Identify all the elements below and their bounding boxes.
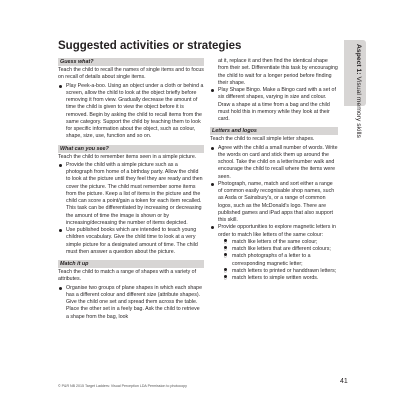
sub-item: ○ match letters to simple written words. (218, 275, 338, 282)
section-heading-letters-and-logos: Letters and logos (210, 127, 338, 135)
bullet-text: Provide opportunities to explore magnetic letters in order to match like letters of the same colour: (218, 224, 336, 238)
aspect-title: Visual memory skills (355, 76, 362, 138)
bullet-item (210, 224, 338, 282)
page-number: 41 (340, 378, 348, 385)
section-heading-what-can-you-see: What can you see? (58, 145, 204, 153)
bullet-list-letters-and-logos (210, 145, 338, 283)
bullet-item: Organise two groups of plane shapes in which each shape has a different colour and different size (attribute shapes). Give the child one set and spread them across the table. Place the other set in a feely bag. Ask the child to retrieve a shape from the bag, look (58, 285, 204, 321)
section-heading-match-it-up: Match it up (58, 260, 204, 268)
section-intro-guess-what: Teach the child to recall the names of single items and to focus on recall of details about single items. (58, 67, 204, 81)
aspect-number: Aspect 1: (355, 44, 362, 75)
sub-item: ○ match letters to printed or handdrawn letters; (218, 268, 338, 275)
bullet-list-guess-what (58, 83, 204, 141)
bullet-item: Play Peek-a-boo. Using an object under a cloth or behind a screen, allow the child to look at the object briefly before removing it from view. Gradually decrease the amount of time the child is given to view the object before it is removed. Begin by asking the child to recall items from the same category. Support the child by teaching them to look for specific information about the object, such as colour, shape, size, use, function and so on. (58, 83, 204, 141)
bullet-item: Agree with the child a small number of words. Write the words on card and stick them up around the school. Take the child on a letter/number walk and encourage the child to recall where the items were seen. (210, 145, 338, 181)
page-title: Suggested activities or strategies (58, 40, 242, 52)
sub-item: ○ match like letters that are different colours; (218, 246, 338, 253)
sub-item: ○ match photographs of a letter to a corresponding magnetic letter; (218, 253, 338, 268)
bullet-item: Photograph, name, match and sort either a range of common easily recognisable shop names, such as Asda or Sainsbury's, or a range of common logos, such as the McDonald's logo. There are published games and iPad apps that also support this skill. (210, 181, 338, 225)
sub-list (218, 239, 338, 283)
bullet-list-match-it-up (58, 285, 204, 321)
sub-item: ○ match like letters of the same colour; (218, 239, 338, 246)
bullet-continuation: at it, replace it and then find the identical shape from their set. Differentiate this task by encouraging the child to wait for a longer period before finding their shape. (218, 58, 338, 86)
section-heading-guess-what: Guess what? (58, 58, 204, 66)
bullet-item: Use published books which are intended to teach young children vocabulary. Give the child time to look at a very simple picture for a designated amount of time. The child must then answer a question about the picture. (58, 227, 204, 256)
continued-bullet-list (210, 58, 338, 123)
section-intro-match-it-up: Teach the child to match a range of shapes with a variety of attributes. (58, 269, 197, 283)
bullet-list-what-can-you-see (58, 162, 204, 256)
right-column (210, 58, 338, 283)
section-intro-what-can-you-see: Teach the child to remember items seen in a simple picture. (58, 153, 197, 160)
left-column (58, 58, 204, 322)
bullet-item: Provide the child with a simple picture such as a photograph from home of a birthday party. Allow the child to look at the picture until they feel they are ready and then cover the picture. The child must remember some items from the picture. Keep a list of items in the picture and the child can score a point/gain a token for each item recalled. This task can be differentiated by increasing or decreasing the amount of time the image is shown or by increasing/decreasing the number of items depicted. (58, 162, 204, 227)
section-intro-letters-and-logos: Teach the child to recall simple letter shapes. (210, 136, 315, 143)
bullet-item: Play Shape Bingo. Make a Bingo card with a set of six different shapes, varying in size and colour. Draw a shape at a time from a bag and the child must hold this in memory while they look at their card. (210, 87, 338, 123)
aspect-side-label (348, 44, 362, 138)
footer-copyright: © P&R NB 2015 Target Ladders: Visual Perception LDA Permission to photocopy (58, 384, 187, 388)
